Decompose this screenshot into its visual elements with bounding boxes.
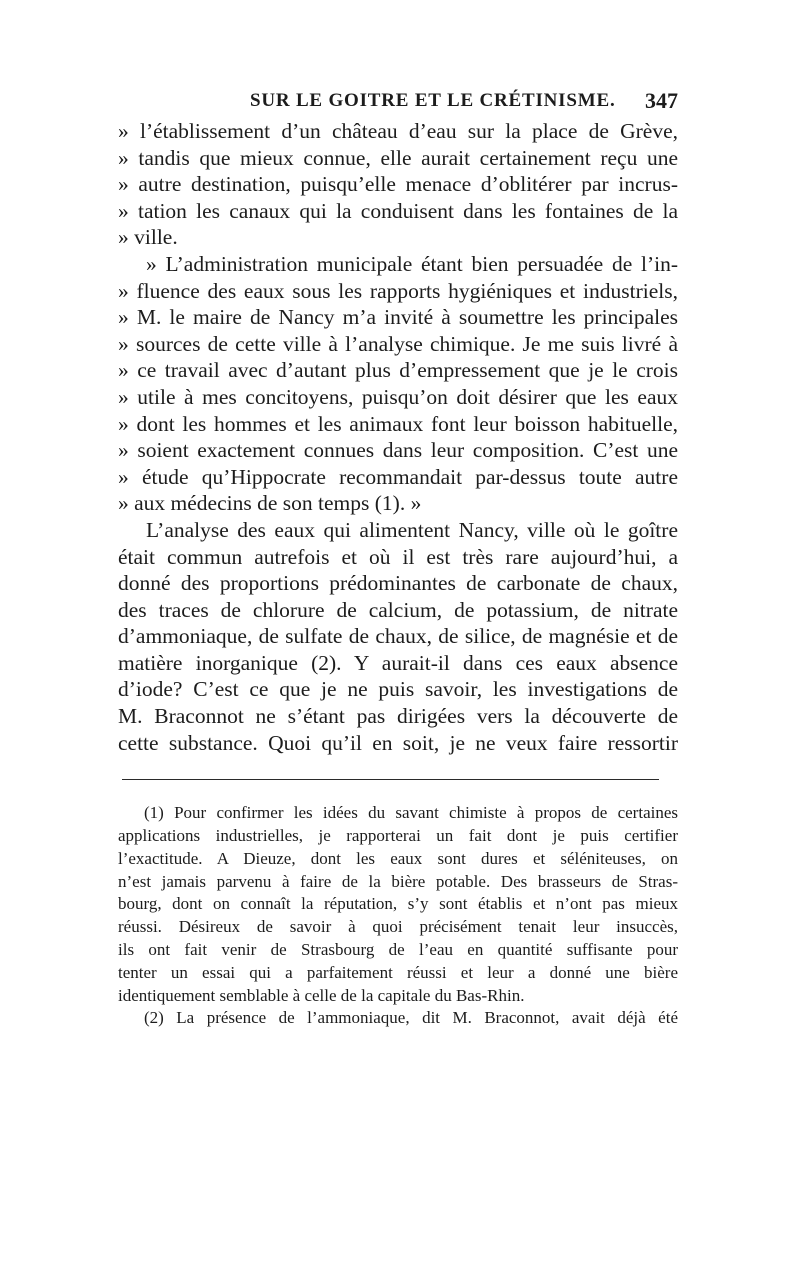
text-line: donné des proportions prédominantes de carbonate de chaux, [118, 571, 678, 596]
body-text [118, 118, 678, 756]
text-line: des traces de chlorure de calcium, de potassium, de nitrate [118, 597, 678, 622]
text-line: » utile à mes concitoyens, puisqu’on doit désirer que les eaux [118, 384, 678, 409]
book-page [118, 88, 678, 1030]
running-title: SUR LE GOITRE ET LE CRÉTINISME. [250, 90, 616, 111]
footnote-line: l’exactitude. A Dieuze, dont les eaux sont dures et séléniteuses, on [118, 848, 678, 868]
text-line: M. Braconnot ne s’étant pas dirigées vers la découverte de [118, 704, 678, 729]
footnote-line: ils ont fait venir de Strasbourg de l’eau en quantité suffisante pour [118, 940, 678, 960]
footnote-line: réussi. Désireux de savoir à quoi précisément tenait leur insuccès, [118, 917, 678, 937]
text-line: d’iode? C’est ce que je ne puis savoir, les investigations de [118, 677, 678, 702]
text-line: » fluence des eaux sous les rapports hygiéniques et industriels, [118, 278, 678, 303]
footnote-line: tenter un essai qui a parfaitement réussi et leur a donné une bière [118, 962, 678, 982]
text-line: d’ammoniaque, de sulfate de chaux, de silice, de magnésie et de [118, 624, 678, 649]
footnote-line: n’est jamais parvenu à faire de la bière potable. Des brasseurs de Stras- [118, 871, 678, 891]
footnote-separator [122, 779, 659, 780]
text-line: » soient exactement connues dans leur composition. C’est une [118, 438, 678, 463]
footnotes [118, 802, 678, 1030]
footnote-line: applications industrielles, je rapporterai un fait dont je puis certifier [118, 826, 678, 846]
text-line: » sources de cette ville à l’analyse chimique. Je me suis livré à [118, 331, 678, 356]
running-head [118, 88, 678, 118]
text-line: » étude qu’Hippocrate recommandait par-dessus toute autre [118, 464, 678, 489]
text-line: » dont les hommes et les animaux font leur boisson habituelle, [118, 411, 678, 436]
text-line: » tation les canaux qui la conduisent dans les fontaines de la [118, 198, 678, 223]
footnote-line: bourg, dont on connaît la réputation, s’y sont établis et n’ont pas mieux [118, 894, 678, 914]
text-line: » aux médecins de son temps (1). » [118, 491, 422, 516]
text-line: » ce travail avec d’autant plus d’empressement que je le crois [118, 358, 678, 383]
text-line: » L’administration municipale étant bien persuadée de l’in- [146, 251, 678, 276]
footnote-line: (2) La présence de l’ammoniaque, dit M. Braconnot, avait déjà été [144, 1008, 678, 1028]
text-line: L’analyse des eaux qui alimentent Nancy, ville où le goître [146, 517, 678, 542]
footnote-line: (1) Pour confirmer les idées du savant chimiste à propos de certaines [144, 803, 678, 823]
page-number: 347 [645, 88, 678, 113]
text-line: » autre destination, puisqu’elle menace d’oblitérer par incrus- [118, 172, 678, 197]
text-line: matière inorganique (2). Y aurait-il dans ces eaux absence [118, 650, 678, 675]
text-line: » ville. [118, 225, 178, 250]
footnote-line: identiquement semblable à celle de la capitale du Bas-Rhin. [118, 985, 525, 1005]
text-line: » l’établissement d’un château d’eau sur la place de Grève, [118, 119, 678, 143]
text-line: » M. le maire de Nancy m’a invité à soumettre les principales [118, 305, 678, 330]
text-line: » tandis que mieux connue, elle aurait certainement reçu une [118, 145, 678, 170]
text-line: était commun autrefois et où il est très rare aujourd’hui, a [118, 544, 678, 569]
text-line: cette substance. Quoi qu’il en soit, je ne veux faire ressortir [118, 730, 678, 755]
